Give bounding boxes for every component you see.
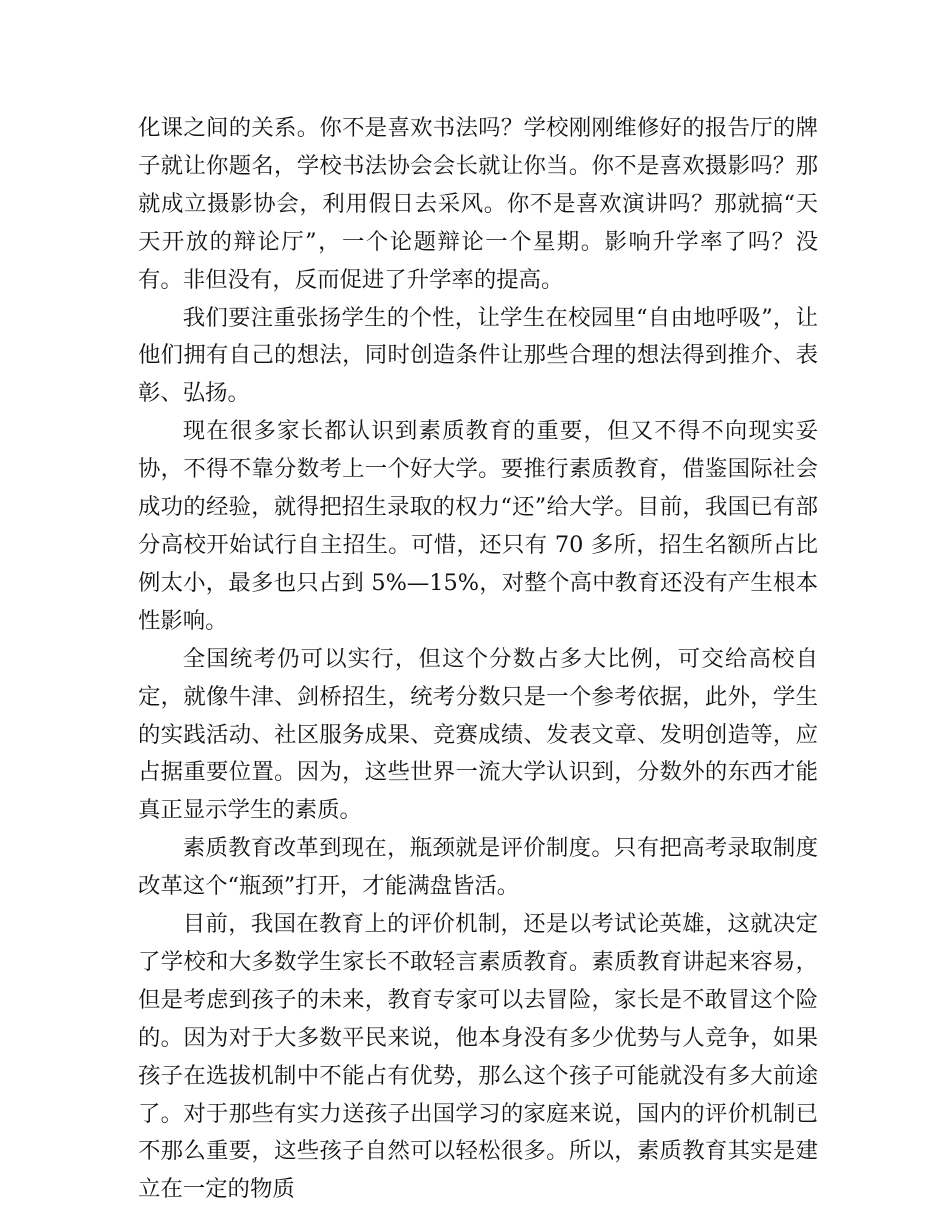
paragraph-3: 现在很多家长都认识到素质教育的重要，但又不得不向现实妥协，不得不靠分数考上一个好大学。要推行素质教育，借鉴国际社会成功的经验，就得把招生录取的权力“还”给大学。目前，我国已有部分高校开始试行自主招生。可惜，还只有 70 多所，招生名额所占比例太小，最多也只占到 5%—15%，对整个高中教育还没有产生根本性影响。 bbox=[138, 418, 818, 634]
paragraph-4: 全国统考仍可以实行，但这个分数占多大比例，可交给高校自定，就像牛津、剑桥招生，统考分数只是一个参考依据，此外，学生的实践活动、社区服务成果、竞赛成绩、发表文章、发明创造等，应占据重要位置。因为，这些世界一流大学认识到，分数外的东西才能真正显示学生的素质。 bbox=[138, 645, 818, 824]
paragraph-6: 目前，我国在教育上的评价机制，还是以考试论英雄，这就决定了学校和大多数学生家长不敢轻言素质教育。素质教育讲起来容易，但是考虑到孩子的未来，教育专家可以去冒险，家长是不敢冒这个险的。因为对于大多数平民来说，他本身没有多少优势与人竞争，如果孩子在选拔机制中不能占有优势，那么这个孩子可能就没有多大前途了。对于那些有实力送孩子出国学习的家庭来说，国内的评价机制已不那么重要，这些孩子自然可以轻松很多。所以，素质教育其实是建立在一定的物质 bbox=[138, 911, 818, 1203]
paragraph-1: 化课之间的关系。你不是喜欢书法吗？学校刚刚维修好的报告厅的牌子就让你题名，学校书法协会会长就让你当。你不是喜欢摄影吗？那就成立摄影协会，利用假日去采风。你不是喜欢演讲吗？那就搞“天天开放的辩论厅”，一个论题辩论一个星期。影响升学率了吗？没有。非但没有，反而促进了升学率的提高。 bbox=[138, 115, 818, 293]
paragraph-5: 素质教育改革到现在，瓶颈就是评价制度。只有把高考录取制度改革这个“瓶颈”打开，才能满盘皆活。 bbox=[138, 835, 818, 900]
paragraph-2: 我们要注重张扬学生的个性，让学生在校园里“自由地呼吸”，让他们拥有自己的想法，同时创造条件让那些合理的想法得到推介、表彰、弘扬。 bbox=[138, 304, 818, 407]
document-body bbox=[138, 110, 818, 1209]
